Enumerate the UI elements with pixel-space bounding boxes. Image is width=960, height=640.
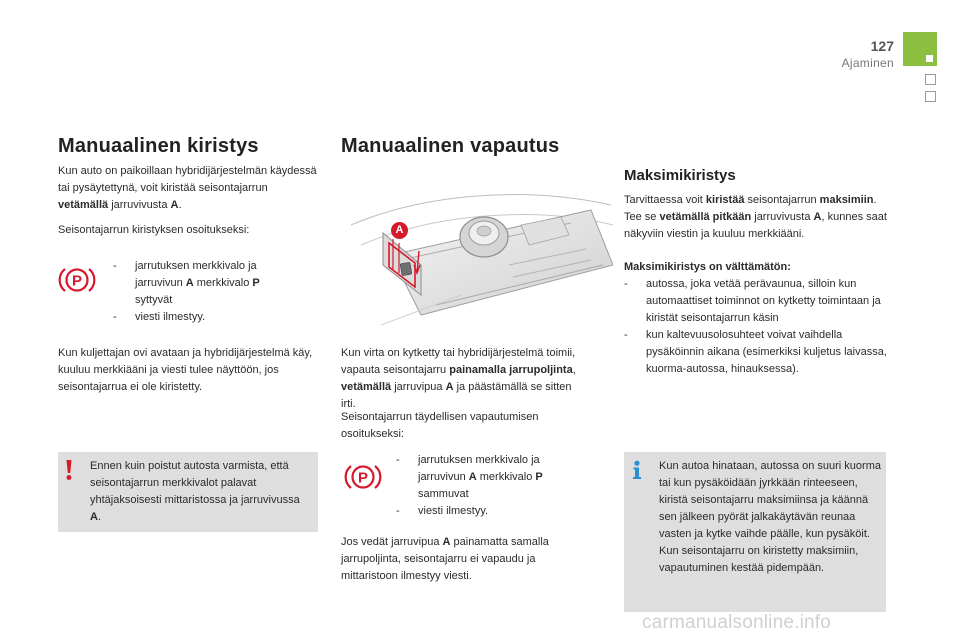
chapter-marker-box [925,74,936,85]
release-without-pedal-note: Jos vedät jarruvipua A painamatta samalla jarrupoljinta, seisontajarru ei vapaudu ja mittaristoon ilmestyy viesti. [341,536,549,582]
chapter-marker-box [925,91,936,102]
info-icon [630,460,644,480]
chapter-tab-square-icon [926,55,933,62]
list-item: - viesti ilmestyy. [113,311,206,323]
warning-note-text: Ennen kuin poistut autosta varmista, että seisontajarrun merkkivalot palavat yhtäjaksoisesti mittaristossa ja jarruvivussa A. [90,460,300,523]
tightening-indication-heading: Seisontajarrun kiristyksen osoitukseksi: [58,224,250,236]
chapter-tab [903,32,937,66]
manual-release-instructions: Kun virta on kytketty tai hybridijärjestelmä toimii, vapauta seisontajarru painamalla jarrupoljinta, vetämällä jarruvipua A ja päästämällä se sitten irti. [341,347,576,410]
callout-a-label: A [391,222,408,239]
info-note-box [624,452,886,612]
svg-text:P: P [357,469,369,487]
page-number: 127 [870,38,894,54]
manual-tightening-title: Manuaalinen kiristys [58,135,259,157]
release-indication-heading: Seisontajarrun täydellisen vapautumisen osoitukseksi: [341,411,539,440]
warning-note-box [58,452,318,532]
release-indication-list [396,452,576,520]
tightening-indication-list [113,258,283,326]
warning-exclamation-icon [62,459,76,481]
maximum-tightening-title: Maksimikiristys [624,167,736,184]
door-open-warning-text: Kun kuljettajan ovi avataan ja hybridijärjestelmä käy, kuuluu merkkiääni ja viesti tulee näyttöön, jos seisontajarrua ei ole kiristetty. [58,347,313,393]
manual-tightening-intro: Kun auto on paikoillaan hybridijärjestelmän käydessä tai pysäytettynä, voit kiristää seisontajarrun vetämällä jarruvivusta A. [58,165,317,211]
maximum-required-list [624,276,888,378]
parking-brake-warning-icon [58,265,96,300]
maximum-tightening-intro: Tarvittaessa voit kiristää seisontajarrun maksimiin. Tee se vetämällä pitkään jarruvivusta A, kunnes saat näkyviin viestin ja kuuluu merkkiääni. [624,194,887,240]
maximum-required-subtitle: Maksimikiristys on välttämätön: [624,261,791,273]
brake-lever-illustration [341,165,613,337]
parking-brake-warning-icon [344,462,382,497]
section-name: Ajaminen [841,56,894,70]
list-item: - jarrutuksen merkkivalo ja jarruvivun A merkkivalo P syttyvät [113,260,260,306]
list-item: - kun kaltevuusolosuhteet voivat vaihdella pysäköinnin aikana (esimerkiksi kuljetus laivassa, kuorma-autossa, hinauksessa). [624,329,887,375]
svg-text:P: P [71,272,83,290]
list-item: - jarrutuksen merkkivalo ja jarruvivun A merkkivalo P sammuvat [396,454,543,500]
footer-watermark: carmanualsonline.info [642,612,832,633]
list-item: - autossa, joka vetää perävaunua, silloin kun automaattiset toiminnot on kytketty toimintaan ja kiristät seisontajarrun käsin [624,278,881,324]
info-note-text: Kun autoa hinataan, autossa on suuri kuorma tai kun pysäköidään jyrkkään rinteeseen, kiristä seisontajarru maksimiinsa ja käännä sen jälkeen pyörät jalkakäytävän reunaa vasten ja kytke vaihde päälle, kun pysäköit. Kun seisontajarru on kiristetty maksimiin, vapautuminen kestää pidempään. [659,460,881,574]
manual-release-title: Manuaalinen vapautus [341,135,560,157]
list-item: - viesti ilmestyy. [396,505,489,517]
